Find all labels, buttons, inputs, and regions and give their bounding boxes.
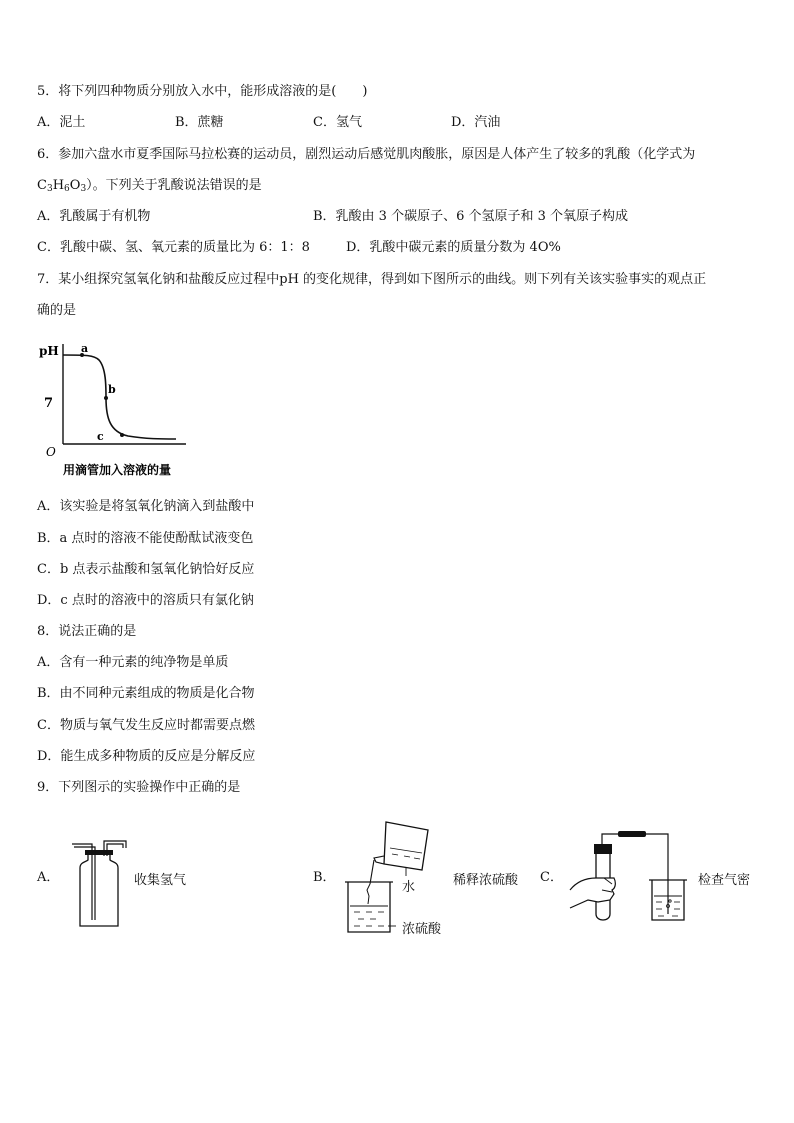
formula-o-sub: 3	[80, 184, 87, 194]
q9-option-a-caption: 收集氢气	[134, 873, 187, 888]
q6-option-c: C．乳酸中碳、氢、氧元素的质量比为 6：1：8	[37, 240, 310, 255]
formula-h-sub: 6	[64, 184, 70, 194]
ph-curve-graph	[36, 336, 196, 481]
q8-option-c: C．物质与氧气发生反应时都需要点燃	[37, 718, 255, 733]
q7-option-c: C．b 点表示盐酸和氢氧化钠恰好反应	[37, 562, 255, 577]
q9-option-b-letter: B．	[313, 870, 336, 885]
water-label: 水	[402, 880, 416, 895]
point-c-label: c	[97, 430, 104, 443]
origin-label: O	[46, 445, 56, 459]
acid-label: 浓硫酸	[402, 922, 442, 937]
q9-option-c-letter: C．	[540, 870, 563, 885]
point-b-label: b	[108, 383, 116, 396]
q7-option-a: A．该实验是将氢氧化钠滴入到盐酸中	[37, 499, 255, 514]
formula-h: H	[52, 178, 65, 193]
q5-option-d: D．汽油	[451, 115, 501, 130]
q6-stem-line2	[37, 178, 262, 197]
bubble	[669, 900, 671, 902]
bottle-stopper	[85, 850, 113, 855]
x-axis-caption: 用滴管加入溶液的量	[63, 463, 172, 477]
gas-collection-bottle-diagram	[66, 838, 132, 930]
q5-option-b: B．蔗糖	[175, 115, 224, 130]
rubber-tube	[618, 831, 646, 837]
q7-option-b: B．a 点时的溶液不能使酚酞试液变色	[37, 531, 254, 546]
q6-option-d: D．乳酸中碳元素的质量分数为 4O%	[346, 240, 561, 255]
y-axis-label: pH	[39, 344, 59, 358]
long-tube	[72, 844, 92, 920]
q9-option-b-caption: 稀释浓硫酸	[453, 873, 519, 888]
glass-rod	[367, 884, 370, 904]
q8-option-b: B．由不同种元素组成的物质是化合物	[37, 686, 255, 701]
ph-curve	[63, 355, 176, 439]
q6-option-b: B．乳酸由 3 个碳原子、6 个氢原子和 3 个氧原子构成	[313, 209, 629, 224]
formula-c: C	[37, 178, 47, 193]
formula-o: O	[69, 178, 81, 193]
q5-stem: 5．将下列四种物质分别放入水中，能形成溶液的是( )	[37, 84, 368, 99]
q8-stem: 8．说法正确的是	[37, 624, 137, 639]
hand	[570, 878, 615, 908]
lower-beaker	[348, 882, 390, 932]
tube-stopper	[594, 844, 612, 854]
point-b	[104, 396, 108, 400]
q6-stem-rest: ）。下列关于乳酸说法错误的是	[86, 178, 262, 193]
point-a-label: a	[81, 342, 89, 355]
water-hatching	[390, 848, 422, 859]
q9-stem: 9．下列图示的实验操作中正确的是	[37, 780, 241, 795]
upper-beaker	[384, 822, 428, 870]
q9-option-a-letter: A．	[37, 870, 60, 885]
q8-option-a: A．含有一种元素的纯净物是单质	[37, 655, 229, 670]
acid-liquid-hatching	[354, 912, 384, 926]
q8-option-d: D．能生成多种物质的反应是分解反应	[37, 749, 256, 764]
formula-c-sub: 3	[46, 184, 53, 194]
q5-option-c: C．氢气	[313, 115, 362, 130]
q6-option-a: A．乳酸属于有机物	[37, 209, 151, 224]
gas-bottle	[80, 854, 118, 926]
q7-stem-line2: 确的是	[37, 303, 77, 318]
point-c	[120, 433, 124, 437]
pour-stream	[370, 860, 374, 884]
airtightness-check-diagram	[568, 828, 694, 928]
q6-stem-line1: 6．参加六盘水市夏季国际马拉松赛的运动员，剧烈运动后感觉肌肉酸胀，原因是人体产生了较多的乳酸（化学式为	[37, 147, 696, 162]
beaker-spout	[374, 856, 384, 864]
ph-7-tick: 7	[44, 396, 54, 411]
q7-stem-line1: 7．某小组探究氢氧化钠和盐酸反应过程中pH 的变化规律，得到如下图所示的曲线。则下列有关该实验事实的观点正	[37, 272, 707, 287]
q7-option-d: D．c 点时的溶液中的溶质只有氯化钠	[37, 593, 254, 608]
q9-option-c-caption: 检查气密	[698, 873, 751, 888]
q5-option-a: A．泥土	[37, 115, 86, 130]
